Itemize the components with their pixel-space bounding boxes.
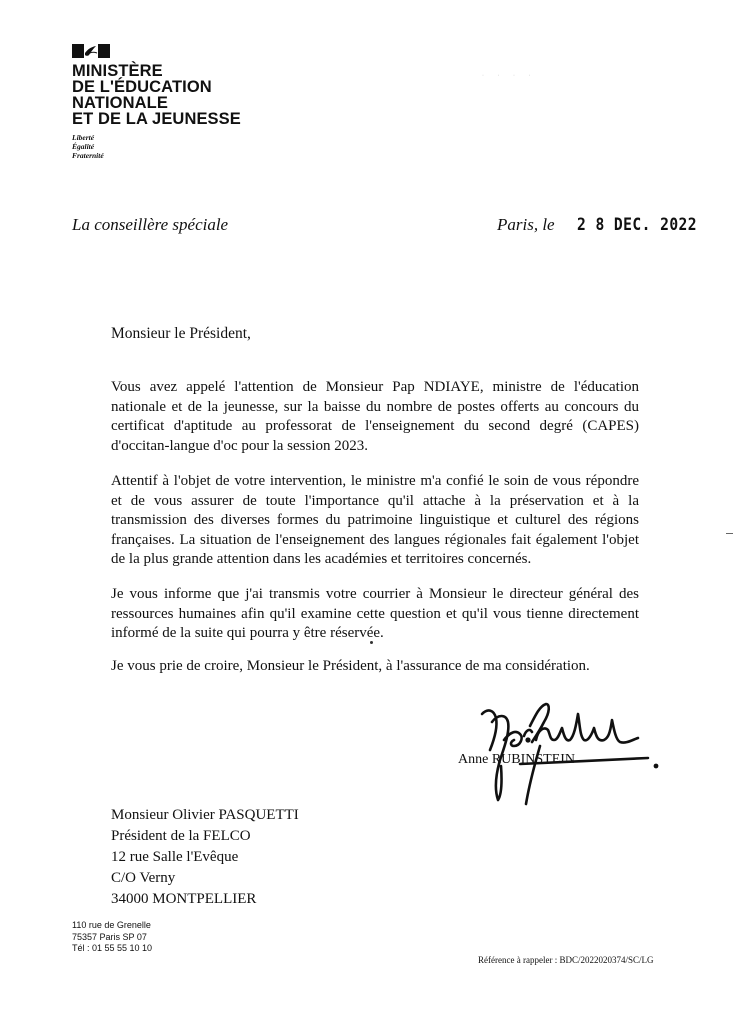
body-paragraph: Vous avez appelé l'attention de Monsieur Pap NDIAYE, ministre de l'éducation nationale et de la jeunesse, sur la baisse du nombre de postes offerts au concours du certificat d'aptitude au professorat de l'enseignement du second degré (CAPES) d'occitan-langue d'oc pour la session 2023.: [111, 379, 639, 454]
ministry-logo-block: [72, 44, 292, 160]
ministry-name-line: DE L'ÉDUCATION: [72, 78, 212, 96]
ministry-name-line: ET DE LA JEUNESSE: [72, 110, 241, 128]
date-place: Paris, le: [497, 215, 555, 234]
marianne-logo-icon: [72, 44, 110, 58]
motto-line: Liberté: [72, 133, 95, 142]
reference-number: Référence à rappeler : BDC/2022020374/SC/LG: [478, 955, 654, 965]
recipient-line: C/O Verny: [111, 870, 176, 886]
ministry-name-line: MINISTÈRE: [72, 62, 163, 80]
recipient-line: Président de la FELCO: [111, 828, 251, 844]
ministry-address: [72, 920, 152, 955]
address-line: Tél : 01 55 55 10 10: [72, 943, 153, 953]
scan-noise: · · · ·: [482, 73, 537, 79]
signer-name: Anne RUBINSTEIN: [458, 752, 576, 767]
salutation: Monsieur le Président,: [111, 325, 251, 342]
date-line: [497, 215, 716, 235]
scan-speck: [370, 641, 373, 644]
recipient-address: [111, 805, 299, 910]
body-paragraph: Je vous informe que j'ai transmis votre courrier à Monsieur le directeur général des ressources humaines afin qu'il examine cette question et qu'il vous tienne directement informé de la suite qui pourra y être réservée.: [111, 586, 639, 641]
recipient-line: Monsieur Olivier PASQUETTI: [111, 807, 299, 823]
motto-line: Égalité: [72, 142, 95, 151]
ministry-name: [72, 63, 292, 127]
recipient-line: 12 rue Salle l'Evêque: [111, 849, 239, 865]
closing-paragraph: Je vous prie de croire, Monsieur le Président, à l'assurance de ma considération.: [111, 658, 590, 674]
body-paragraph: Attentif à l'objet de votre intervention, le ministre m'a confié le soin de vous répondre et de vous assurer de toute l'importance qu'il attache à la préservation et à la transmission des diverses formes du patrimoine linguistique et culturel des régions françaises. La situation de l'enseignement des langues régionales fait également l'objet de la plus grande attention dans les académies et territoires concernés.: [111, 473, 639, 567]
republic-motto: [72, 133, 292, 160]
date-stamp: 2 8 DEC. 2022: [576, 215, 697, 235]
address-line: 110 rue de Grenelle: [72, 920, 151, 930]
address-line: 75357 Paris SP 07: [72, 931, 147, 942]
sender-role: La conseillère spéciale: [72, 215, 229, 234]
ministry-name-line: NATIONALE: [72, 94, 168, 112]
handwritten-signature: [480, 700, 665, 810]
recipient-line: 34000 MONTPELLIER: [111, 891, 257, 907]
motto-line: Fraternité: [72, 151, 104, 160]
scan-margin-mark: [726, 533, 733, 534]
